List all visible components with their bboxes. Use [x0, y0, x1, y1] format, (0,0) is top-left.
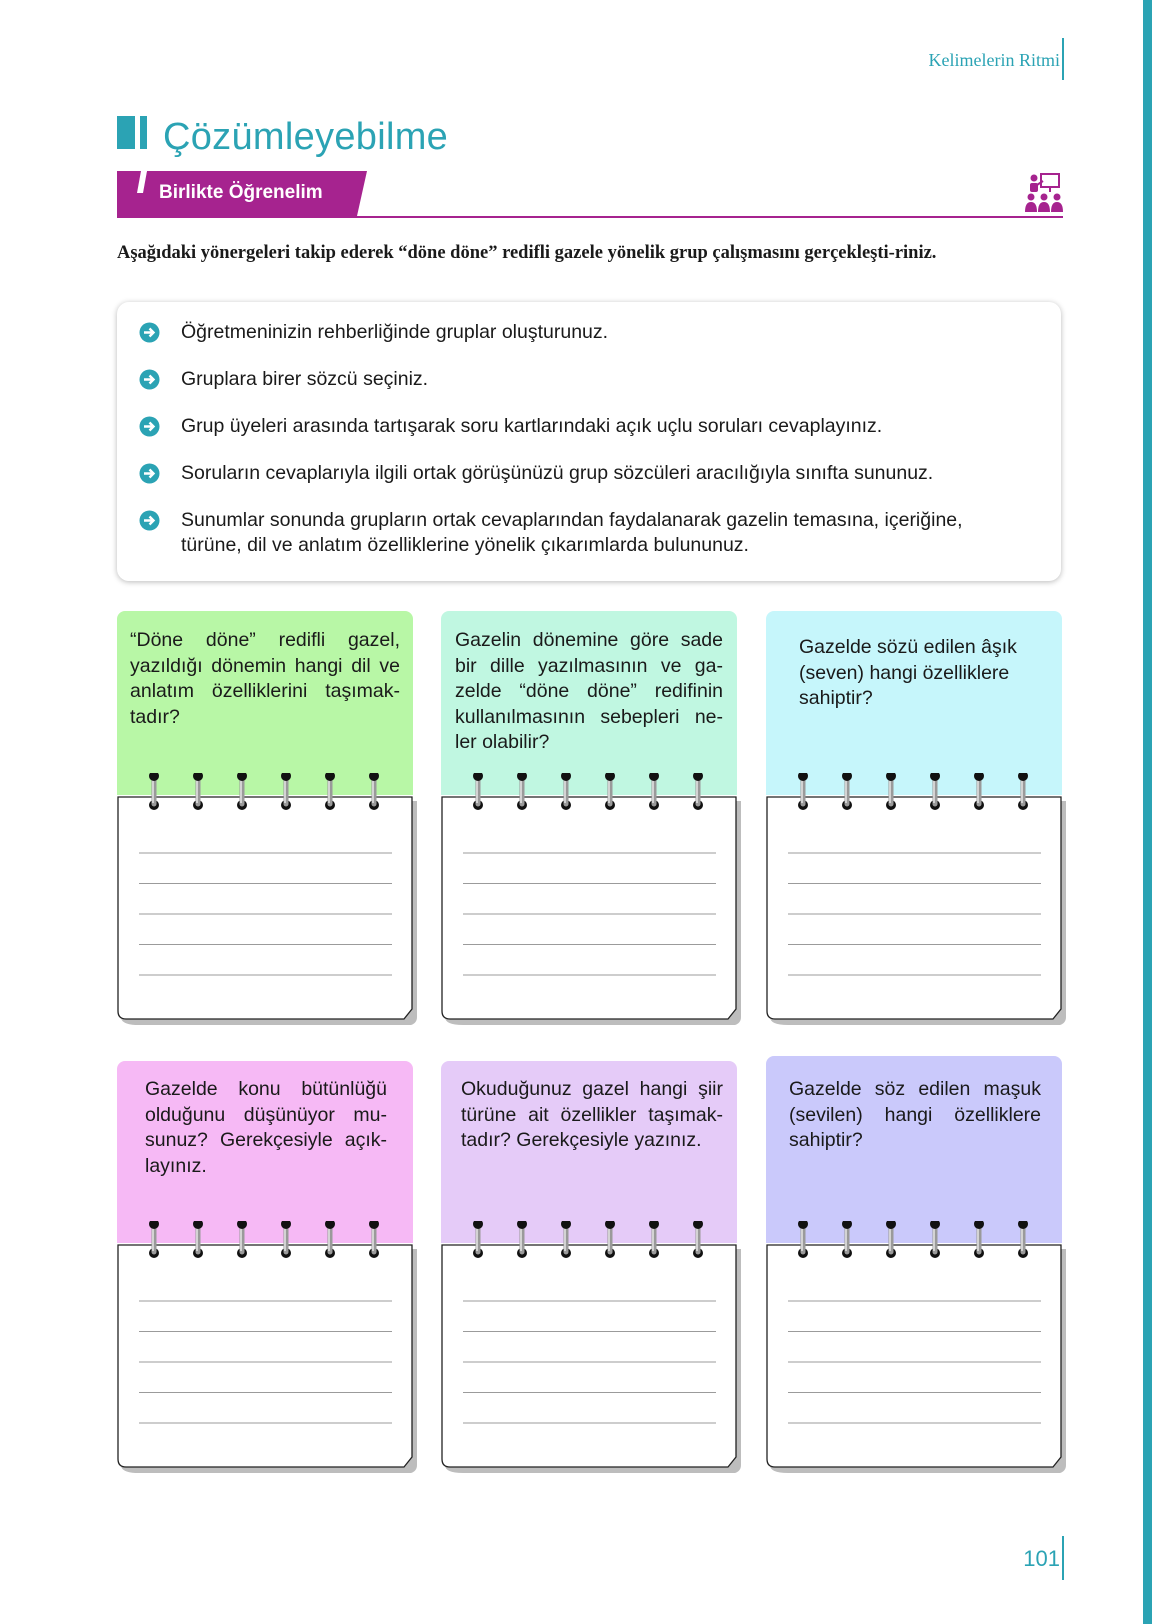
spiral-top-hole — [886, 773, 896, 781]
step-item — [139, 320, 1019, 345]
spiral-top-hole — [325, 773, 335, 781]
question-text: Gazelde konu bütünlüğü olduğunu düşünüyor mu-sunuz? Gerekçesiyle açık-layınız. — [145, 1078, 387, 1177]
notepad — [441, 1221, 743, 1481]
page-number-rule — [1062, 1536, 1064, 1580]
page-edge-bar — [1143, 0, 1152, 1624]
spiral-top-hole — [149, 773, 159, 781]
step-text: Soruların cevaplarıyla ilgili ortak görüşünüzü grup sözcüleri aracılığıyla sınıfta sununuz. — [181, 462, 934, 484]
step-text: Grup üyeleri arasında tartışarak soru kartlarındaki açık uçlu soruları cevaplayınız. — [181, 415, 883, 437]
question-text: Gazelde söz edilen maşuk (sevilen) hangi özelliklere sahiptir? — [789, 1078, 1041, 1151]
step-text: Gruplara birer sözcü seçiniz. — [181, 368, 429, 390]
section-banner — [117, 171, 1063, 219]
spiral-top-hole — [281, 773, 291, 781]
spiral-top-hole — [237, 773, 247, 781]
spiral-top-hole — [237, 1221, 247, 1229]
spiral-top-hole — [649, 1221, 659, 1229]
spiral-top-hole — [369, 773, 379, 781]
spiral-top-hole — [798, 773, 808, 781]
question-card — [766, 611, 1062, 1031]
notepad — [766, 1221, 1068, 1481]
spiral-top-hole — [517, 773, 527, 781]
notepad — [117, 1221, 419, 1481]
spiral-top-hole — [193, 773, 203, 781]
spiral-top-hole — [842, 773, 852, 781]
spiral-top-hole — [281, 1221, 291, 1229]
spiral-top-hole — [325, 1221, 335, 1229]
step-item — [139, 461, 1019, 486]
question-card — [117, 1061, 413, 1481]
arrow-bullet-icon — [139, 510, 160, 531]
question-card — [766, 1056, 1062, 1481]
spiral-top-hole — [149, 1221, 159, 1229]
notepad — [117, 773, 419, 1033]
arrow-bullet-icon — [139, 463, 160, 484]
spiral-top-hole — [561, 1221, 571, 1229]
notepad-paper — [767, 797, 1061, 1019]
spiral-top-hole — [1018, 773, 1028, 781]
notepad-paper — [118, 797, 412, 1019]
step-item — [139, 508, 1019, 558]
question-card — [117, 611, 413, 1031]
running-title: Kelimelerin Ritmi — [928, 50, 1060, 70]
section-marker-thin — [140, 116, 147, 149]
question-text: Okuduğunuz gazel hangi şiir türüne ait özellikler taşımak-tadır? Gerekçesiyle yazınız. — [461, 1078, 723, 1151]
arrow-bullet-icon — [139, 416, 160, 437]
step-item — [139, 367, 1019, 392]
running-title-rule — [1062, 38, 1064, 80]
question-text: Gazelde sözü edilen âşık (seven) hangi özelliklere sahiptir? — [799, 636, 1017, 709]
spiral-top-hole — [473, 773, 483, 781]
instruction-text: Aşağıdaki yönergeleri takip ederek “döne döne” redifli gazele yönelik grup çalışmasını gerçekleşti-riniz. — [117, 243, 937, 263]
spiral-top-hole — [974, 773, 984, 781]
spiral-top-hole — [974, 1221, 984, 1229]
spiral-top-hole — [605, 1221, 615, 1229]
notepad-paper — [442, 797, 736, 1019]
spiral-top-hole — [605, 773, 615, 781]
spiral-top-hole — [1018, 1221, 1028, 1229]
step-text: Öğretmeninizin rehberliğinde gruplar oluşturunuz. — [181, 321, 609, 343]
spiral-top-hole — [842, 1221, 852, 1229]
section-marker — [117, 116, 135, 149]
notepad-paper — [442, 1245, 736, 1467]
spiral-top-hole — [693, 773, 703, 781]
spiral-top-hole — [649, 773, 659, 781]
arrow-bullet-icon — [139, 322, 160, 343]
spiral-top-hole — [798, 1221, 808, 1229]
question-card — [441, 1061, 737, 1481]
spiral-top-hole — [886, 1221, 896, 1229]
notepad-paper — [118, 1245, 412, 1467]
question-text: “Döne döne” redifli gazel, yazıldığı dönemin hangi dil ve anlatım özelliklerini taşımak-tadır? — [130, 629, 400, 728]
question-card — [441, 611, 737, 1031]
spiral-top-hole — [561, 773, 571, 781]
section-title: Çözümleyebilme — [163, 116, 449, 158]
banner-label: Birlikte Öğrenelim — [159, 182, 323, 203]
notepad — [441, 773, 743, 1033]
spiral-top-hole — [930, 1221, 940, 1229]
notepad — [766, 773, 1068, 1033]
banner-rule — [117, 216, 1063, 218]
steps-box — [117, 302, 1061, 581]
question-text: Gazelin dönemine göre sade bir dille yazılmasının ve ga-zelde “döne döne” redifinin kullanılmasının sebepleri ne-ler olabilir? — [455, 629, 723, 753]
spiral-top-hole — [517, 1221, 527, 1229]
spiral-top-hole — [473, 1221, 483, 1229]
page-number: 101 — [1023, 1546, 1060, 1571]
step-item — [139, 414, 1019, 439]
notepad-paper — [767, 1245, 1061, 1467]
spiral-top-hole — [930, 773, 940, 781]
spiral-top-hole — [369, 1221, 379, 1229]
spiral-top-hole — [193, 1221, 203, 1229]
arrow-bullet-icon — [139, 369, 160, 390]
spiral-top-hole — [693, 1221, 703, 1229]
step-text: Sunumlar sonunda grupların ortak cevaplarından faydalanarak gazelin temasına, içeriğine, türüne, dil ve anlatım özelliklerine yönelik çıkarımlarda bulununuz. — [181, 509, 963, 556]
group-learning-icon — [1025, 173, 1063, 213]
